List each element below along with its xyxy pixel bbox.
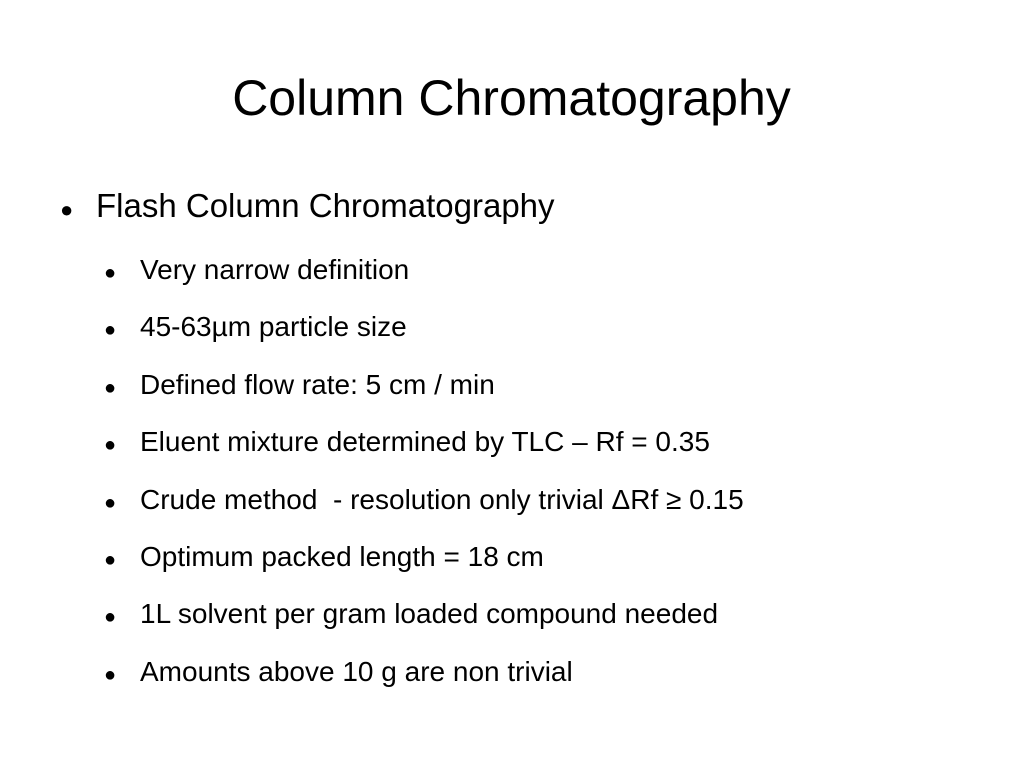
- sub-bullet-item: [104, 356, 744, 413]
- sub-bullet-text: Eluent mixture determined by TLC – Rf = 0.35: [140, 426, 710, 458]
- bullet-text-main: Flash Column Chromatography: [96, 187, 555, 224]
- sub-bullet-item: [104, 471, 744, 528]
- slide-title: Column Chromatography: [232, 70, 791, 126]
- bullet-dot-icon: ●: [104, 491, 117, 514]
- sub-bullet-text: Amounts above 10 g are non trivial: [140, 655, 573, 687]
- sub-bullet-text: 45-63µm particle size: [140, 311, 407, 343]
- sub-bullet-item: [104, 413, 744, 470]
- sub-bullet-text: Very narrow definition: [140, 254, 410, 285]
- bullet-dot-icon: ●: [104, 262, 117, 284]
- sub-bullet-text: 1L solvent per gram loaded compound needed: [140, 598, 719, 630]
- bullet-dot-icon: ●: [104, 376, 117, 399]
- sub-bullet-text: Crude method - resolution only trivial ΔRf ≥ 0.15: [140, 483, 744, 515]
- bullet-dot-icon: ●: [104, 434, 117, 457]
- sub-bullet-item: [104, 643, 744, 700]
- sub-bullet-item: [104, 528, 744, 585]
- bullet-item-main: [60, 182, 555, 234]
- bullet-dot-icon: ●: [104, 606, 117, 629]
- sub-bullet-text: Defined flow rate: 5 cm / min: [140, 368, 495, 400]
- sub-bullet-item: [104, 298, 744, 355]
- sub-bullet-item: [104, 585, 744, 642]
- bullet-dot-icon: ●: [104, 319, 117, 342]
- bullet-list-level2: [104, 241, 744, 700]
- bullet-list-level1: [60, 182, 555, 234]
- bullet-dot-icon: ●: [104, 663, 117, 686]
- sub-bullet-text: Optimum packed length = 18 cm: [140, 540, 544, 572]
- sub-bullet-item: [104, 241, 744, 298]
- bullet-dot-icon: ●: [104, 548, 117, 571]
- bullet-dot-icon: ●: [60, 197, 74, 222]
